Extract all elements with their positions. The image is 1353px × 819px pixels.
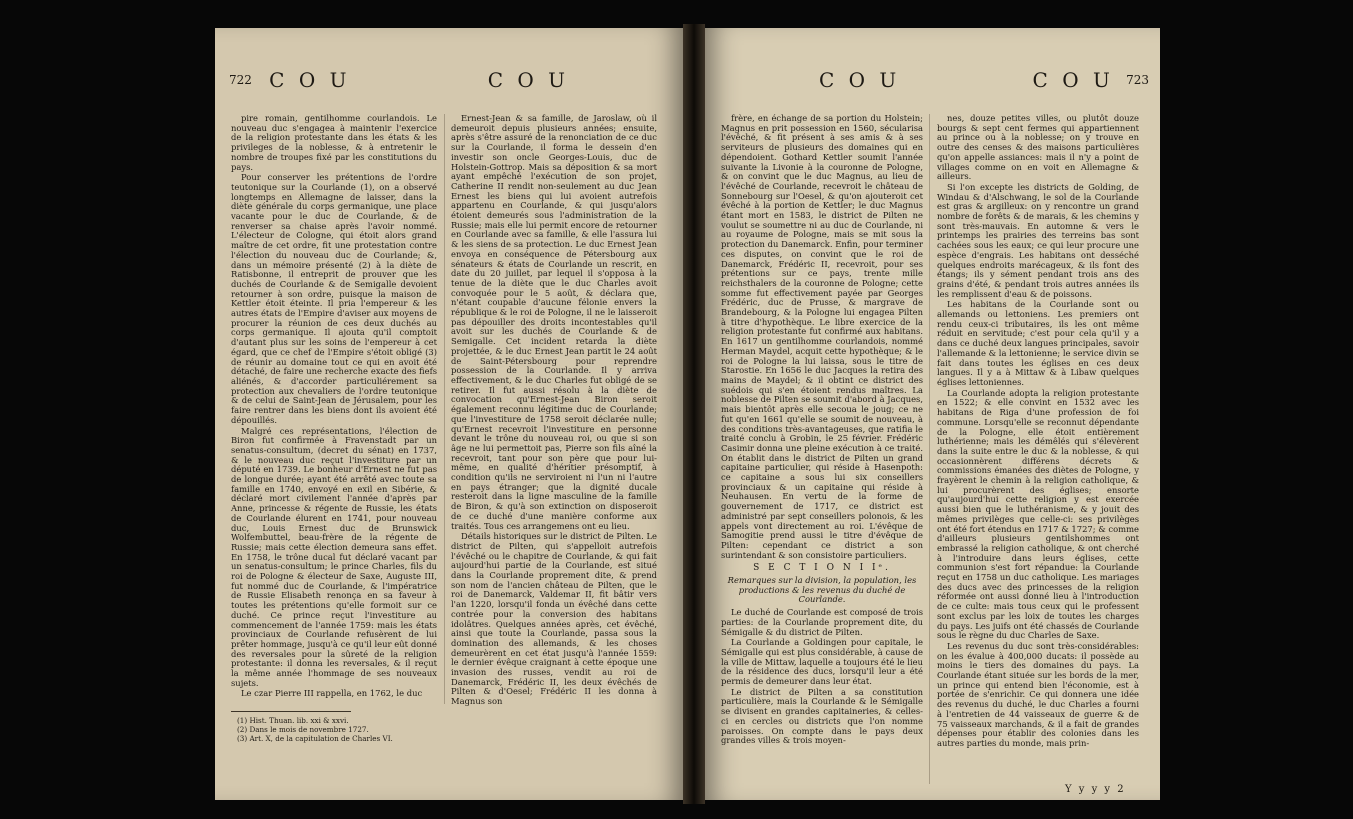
column-divider-left	[444, 114, 445, 704]
right-column-1	[721, 114, 923, 747]
footnote: (3) Art. X, de la capitulation de Charles VI.	[237, 734, 393, 743]
paragraph: pire romain, gentilhomme courlandois. Le nouveau duc s'engagea à maintenir l'exercice de la religion protestante dans les états & les privileges de la noblesse, & à entretenir le nombre de troupes fixé par les constitutions du pays.	[231, 113, 437, 172]
left-column-2	[451, 114, 657, 708]
footnote-rule	[231, 711, 351, 712]
paragraph: Si l'on excepte les districts de Golding, de Windau & d'Alschwang, le sol de la Courlande est gras & argilleux: on y rencontre un grand nombre de forêts & de marais, & les chemins y sont très-mauvais. En automne & vers le printemps les prairies des terreins bas sont cachées sous les eaux; ce qui leur procure une espèce d'engrais. Les habitans ont desséché quelques endroits marécageux, & ils font des étangs; ils y sément pendant trois ans des grains d'été, & pendant trois autres années ils les remplissent d'eau & de poissons.	[937, 181, 1139, 299]
left-page-header	[229, 66, 659, 94]
paragraph: Malgré ces représentations, l'élection de Biron fut confirmée à Fravenstadt par un senatus-consultum, (decret du sénat) en 1737, & le nouveau duc reçut l'investiture par un député en 1739. Le bonheur d'Ernest ne fut pas de longue durée; ayant été arrêté avec toute sa famille en 1740, envoyé en exil en Sibérie, & déclaré mort civilement l'année d'après par Anne, princesse & régente de Russie, les états de Courlande élurent en 1741, pour nouveau duc, Louis Ernest duc de Brunswick Wolfembuttel, beau-frère de la régente de Russie; mais cette élection demeura sans effet. En 1758, le trône ducal fut déclaré vacant par un senatus-consultum; le prince Charles, fils du roi de Pologne & électeur de Saxe, Auguste III, fut nommé duc de Courlande, & l'impératrice de Russie Elisabeth renonça en sa faveur à toutes les prétentions qu'elle formoit sur ce duché. Ce prince reçut l'investiture au commencement de l'année 1759: mais les états provinciaux de Courlande refusèrent de lui prêter hommage, jusqu'à ce qu'il leur eût donné des reversales pour la sûreté de la religion protestante: il donna les reversales, & il reçut la même année l'hommage de ses nouveaux sujets.	[231, 425, 437, 688]
paragraph: Remarques sur la division, la population, les productions & les revenus du duché de Courlande.	[727, 575, 917, 605]
paragraph: La Courlande adopta la religion protestante en 1522; & elle convint en 1532 avec les habitans de Riga d'une profession de foi commune. Lorsqu'elle se reconnut dépendante de la Pologne, elle étoit entièrement luthérienne; mais les démêlés qui s'élevèrent dans la suite entre le duc & la noblesse, & qui occasionnèrent différens décrets & commissions émanées des diètes de Pologne, y frayèrent le chemin à la religion catholique, & lui procurèrent des églises; ensorte qu'aujourd'hui cette religion y est exercée aussi bien que le luthéranisme, & y jouit des mêmes privilèges que celle-ci: ses privilèges ont été fort étendus en 1717 & 1727; & comme d'ailleurs plusieurs gentilshommes ont embrassé la religion catholique, & ont cherché à l'introduire dans leurs églises, cette communion s'est fort répandue: la Courlande reçut en 1758 un duc catholique. Les mariages des ducs avec des princesses de la religion réformée ont aussi donné lieu à l'introduction de ce culte: mais tous ceux qui le professent sont exclus par les loix de toutes les charges du pays. Les juifs ont été chassés de Courlande sous le règne du duc Charles de Saxe.	[937, 387, 1139, 641]
right-column-2	[937, 114, 1139, 750]
paragraph: Le district de Pilten a sa constitution particulière, mais la Courlande & le Sémigalle se divisent en grandes capitaineries, & celles-ci en cercles ou districts que l'on nomme paroisses. On compte dans le pays deux grandes villes & trois moyen-	[721, 686, 923, 746]
paragraph: Les habitans de la Courlande sont ou allemands ou lettoniens. Les premiers ont rendu ceux-ci tributaires, ils les ont même réduit en servitude; c'est pour cela qu'il y a dans ce duché deux langues principales, savoir l'allemande & la lettonienne; le service divin se fait dans toutes les églises en ces deux langues. Il y a à Mittaw & à Libaw quelques églises lettoniennes.	[937, 299, 1139, 387]
paragraph: Détails historiques sur le district de Pilten. Le district de Pilten, qui s'appelloit autrefois l'évêché ou le chapitre de Courlande, & qui fait aujourd'hui partie de la Courlande, est situé dans la Courlande proprement dite, & prend son nom de l'ancien château de Pilten, que le roi de Danemarck, Valdemar II, fit bâtir vers l'an 1220, lorsqu'il fonda un évêché dans cette contrée pour la conversion des habitans idolâtres. Quelques années après, cet évêché, ainsi que toute la Courlande, passa sous la domination des allemands, & les choses demeurèrent en cet état jusqu'à l'année 1559: le dernier évêque craignant à cette époque une invasion des russes, vendit au roi de Danemarck, Frédéric II, les deux évêchés de Pilten & d'Oesel; Frédéric II les donna à Magnus son	[451, 531, 657, 707]
running-head-right-col1: C O U	[819, 68, 901, 92]
paragraph: Le czar Pierre III rappella, en 1762, le duc	[241, 688, 423, 699]
running-head-left-col1: C O U	[269, 68, 351, 92]
running-head-left-col2: C O U	[487, 68, 569, 92]
paragraph: La Courlande a Goldingen pour capitale, le Sémigalle qui est plus considérable, à cause de la ville de Mittaw, laquelle a toujours été le lieu de la résidence des ducs, lorsqu'il leur a été permis de demeurer dans leur état.	[721, 637, 923, 687]
footnote: (2) Dans le mois de novembre 1727.	[237, 725, 369, 734]
page-number-left: 722	[229, 73, 252, 87]
printer-signature: Y y y y 2	[1065, 784, 1126, 795]
running-head-right-col2: C O U	[1032, 68, 1114, 92]
paragraph: nes, douze petites villes, ou plutôt douze bourgs & sept cent fermes qui appartiennent au prince ou à la noblesse; on y trouve en outre des censes & des maisons particulières qu'on appelle assiances: mais il n'y a point de villages comme on en voit en Allemagne & ailleurs.	[937, 113, 1139, 182]
page-number-right: 723	[1126, 73, 1149, 87]
paragraph: Les revenus du duc sont très-considérables: on les évalue à 400,000 ducats: il possède au moins le tiers des domaines du pays. La Courlande étant située sur les bords de la mer, un prince qui entend bien l'économie, est à portée de s'enrichir. Ce qui donnera une idée des revenus du duché, le duc Charles a fourni à l'entretien de 44 vaisseaux de guerre & de 75 vaisseaux marchands, & il a fait de grandes dépenses pour établir des colonies dans les autres parties du monde, mais prin-	[937, 640, 1139, 748]
right-page-header	[719, 66, 1149, 94]
paragraph: Pour conserver les prétentions de l'ordre teutonique sur la Courlande (1), on a observé longtemps en Allemagne de laisser, dans la diète générale du corps germanique, une place vacante pour le duc de Courlande, & de renverser sa chaise après l'avoir nommé. L'électeur de Cologne, qui étoit alors grand maître de cet ordre, fit une protestation contre l'élection du nouveau duc de Courlande; &, dans un mémoire présenté (2) à la diète de Ratisbonne, il entreprit de prouver que les duchés de Courlande & de Semigalle devoient retourner à son ordre, puisque la maison de Kettler étoit éteinte. Il pria l'empereur & les autres états de l'Empire d'aviser aux moyens de procurer la réunion de ces deux duchés au corps germanique. Il ajouta qu'il comptoit d'autant plus sur les soins de l'empereur à cet égard, que ce chef de l'Empire s'étoit obligé (3) de réunir au domaine tout ce qui en avoit été détaché, de faire une recherche exacte des fiefs aliénés, & d'accorder particuliérement sa protection aux chevaliers de l'ordre teutonique & de celui de Saint-Jean de Jérusalem, pour les faire rentrer dans les biens dont ils avoient été dépouillés.	[231, 172, 437, 425]
book-gutter	[683, 24, 705, 804]
paragraph: Ernest-Jean & sa famille, de Jaroslaw, où il demeuroit depuis plusieurs années; ensuite, après s'être assuré de la renonciation de ce duc sur la Courlande, il forma le dessein d'en investir son oncle Georges-Louis, duc de Holstein-Gottrop. Mais sa déposition & sa mort ayant empêché l'exécution de son projet, Catherine II rendit non-seulement au duc Jean Ernest les biens qui lui avoient autrefois appartenu en Courlande, & qui jusqu'alors étoient demeurés sous l'administration de la Russie; mais elle lui permit encore de retourner en Courlande avec sa famille, & elle l'assura lui & les siens de sa protection. Le duc Ernest Jean envoya en conséquence de Pétersbourg aux sénateurs & états de Courlande un rescrit, en date du 20 juillet, par lequel il s'opposa à la tenue de la diète que le duc Charles avoit convoquée pour le 5 août, & déclara que, n'étant coupable d'aucune félonie envers la république & le roi de Pologne, il ne le laisseroit pas dépouiller des droits incontestables qu'il avoit sur les duchés de Courlande & de Semigalle. Cet incident retarda la diète projettée, & le duc Ernest Jean partit le 24 août de Saint-Pétersbourg pour reprendre possession de la Courlande. Il y arriva effectivement, & le duc Charles fut obligé de se retirer. Il fut aussi résolu à la diète de convocation qu'Ernest-Jean Biron seroit également reconnu légitime duc de Courlande; que l'investiture de 1758 seroit déclarée nulle; qu'Ernest recevroit l'investiture en personne devant le trône du nouveau roi, ou que si son âge ne lui permettoit pas, Pierre son fils aîné la recevroit, tant pour son père que pour lui-même, en qualité d'héritier présomptif, à condition qu'ils ne serviroient ni l'un ni l'autre en pays étranger; que la dignité ducale resteroit dans la ligne masculine de la famille de Biron, & qu'à son extinction on disposeroit de ce duché d'une manière conforme aux traités. Tous ces arrangemens ont eu lieu.	[451, 113, 658, 531]
right-page	[705, 28, 1160, 800]
paragraph: S E C T I O N I Iᵉ.	[753, 563, 891, 574]
footnotes	[237, 716, 537, 743]
column-divider-right	[929, 114, 930, 784]
left-column-1	[231, 114, 437, 700]
paragraph: frère, en échange de sa portion du Holstein; Magnus en prit possession en 1560, sécularisa l'évêché, & fit présent à ses amis & à ses serviteurs de plusieurs des domaines qui en dépendoient. Gothard Kettler soumit l'année suivante la Livonie à la couronne de Pologne, & on convint que le duc Magnus, au lieu de l'évêché de Courlande, recevroit le château de Sonnebourg sur l'Oesel, & qu'on ajouteroit cet évêché à la portion de Kettler; le duc Magnus étant mort en 1583, le district de Pilten ne voulut se soumettre ni au duc de Courlande, ni au royaume de Pologne, mais se mit sous la protection du Danemarck. Enfin, pour terminer ces disputes, on convint que le roi de Danemarck, Frédéric II, recevroit, pour ses prétentions sur ce pays, trente mille reichsthalers de la couronne de Pologne; cette somme fut effectivement payée par Georges Frédéric, duc de Prusse, & margrave de Brandebourg, & la Pologne lui engagea Pilten à titre d'hypothèque. Le libre exercice de la religion protestante fut confirmé aux habitans. En 1617 un gentilhomme courlandois, nommé Herman Maydel, acquit cette hypothèque; & le roi de Pologne la lui laissa, sous le titre de Starostie. En 1656 le duc Jacques la retira des mains de Maydel; & il obtint ce district des suédois qui s'en étoient rendus maîtres. La noblesse de Pilten se soumit d'abord à Jacques, mais bientôt après elle secoua le joug; ce ne fut qu'en 1661 qu'elle se soumit de nouveau, à des conditions très-avantageuses, que ratifia le traité conclu à Grobin, le 25 février. Frédéric Casimir donna une pleine exécution à ce traité. On établit dans le district de Pilten un grand capitaine particulier, qui réside à Hasenpoth: ce capitaine a sous lui six conseillers provinciaux & un capitaine qui réside à Neuhausen. En vertu de la forme de gouvernement de 1717, ce district est administré par sept conseillers polonois, & les appels vont directement au roi. L'évêque de Samogitie prend aussi le titre d'évêque de Pilten: cependant ce district a son surintendant & son consistoire particuliers.	[721, 113, 923, 560]
left-page	[215, 28, 683, 800]
paragraph: Le duché de Courlande est composé de trois parties: de la Courlande proprement dite, du Sémigalle & du district de Pilten.	[721, 607, 923, 637]
footnote: (1) Hist. Thuan. lib. xxi & xxvi.	[237, 716, 349, 725]
